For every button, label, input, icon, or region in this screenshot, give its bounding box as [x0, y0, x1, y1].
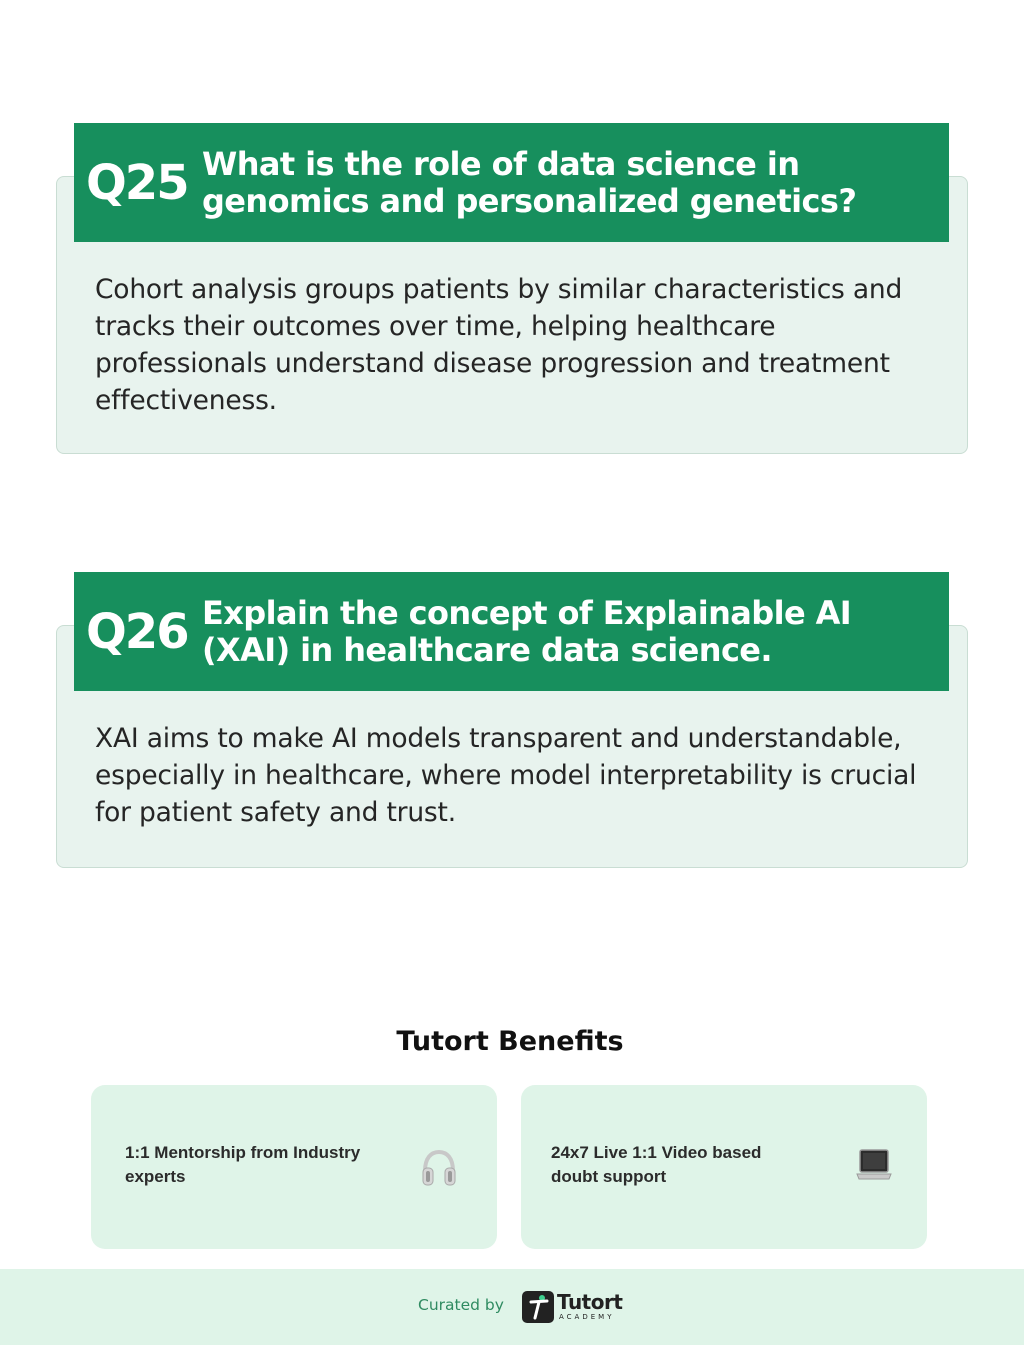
benefit-label: 24x7 Live 1:1 Video based doubt support [551, 1143, 762, 1186]
question-number: Q25 [86, 154, 188, 211]
question-header-q25 [74, 123, 949, 242]
laptop-icon [856, 1147, 892, 1187]
logo-subtitle: ACADEMY [559, 1313, 615, 1321]
tutort-logo-icon [522, 1291, 554, 1323]
headphones-icon [421, 1149, 457, 1191]
footer [0, 1269, 1024, 1345]
benefit-card-mentorship [91, 1085, 497, 1249]
question-number: Q26 [86, 603, 188, 660]
answer-text: XAI aims to make AI models transparent and understandable, especially in healthcare, where model interpretability is crucial for patient safety and trust. [95, 723, 917, 828]
logo-name: Tutort [557, 1290, 623, 1314]
benefit-label: 1:1 Mentorship from Industry experts [125, 1143, 361, 1186]
question-header-q26 [74, 572, 949, 691]
question-title: What is the role of data science in genomics and personalized genetics? [202, 144, 857, 220]
question-title: Explain the concept of Explainable AI (XAI) in healthcare data science. [202, 593, 852, 669]
answer-text: Cohort analysis groups patients by similar characteristics and tracks their outcomes over time, helping healthcare professionals understand disease progression and treatment effectiveness. [95, 274, 903, 416]
benefit-card-doubt-support [521, 1085, 927, 1249]
curated-by-text: Curated by [418, 1296, 504, 1314]
benefits-title: Tutort Benefits [396, 1026, 624, 1057]
